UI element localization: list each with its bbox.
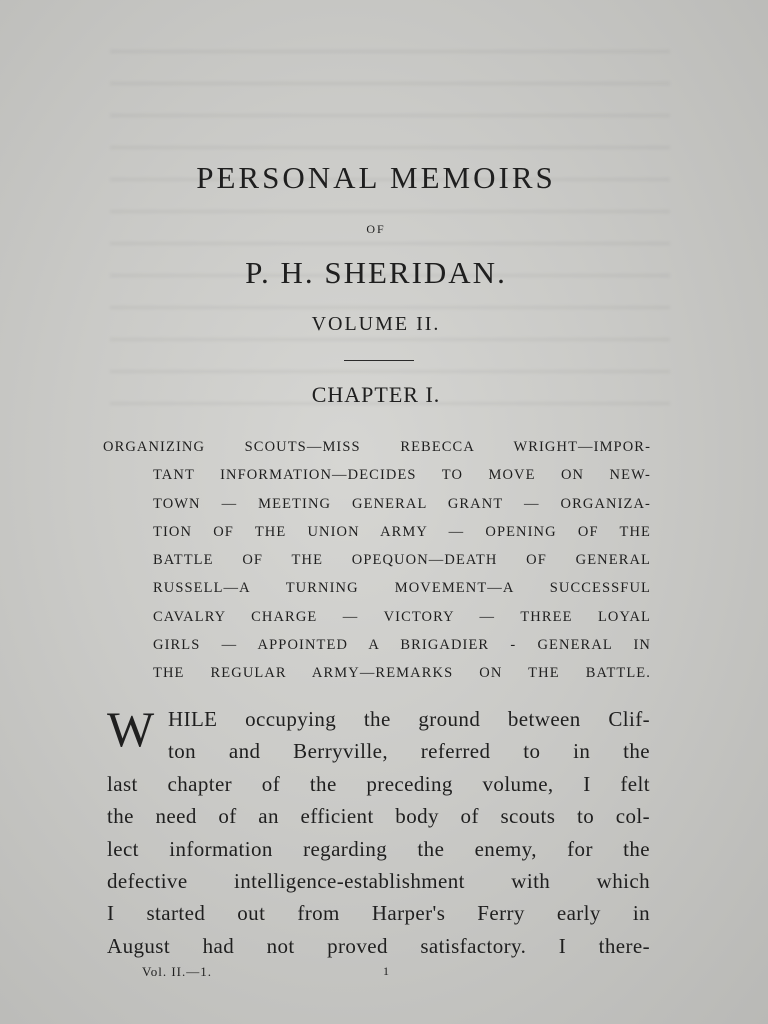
title-connector: OF: [366, 222, 386, 236]
synopsis-line: TANT INFORMATION—DECIDES TO MOVE ON NEW-: [153, 467, 651, 484]
synopsis-line: TION OF THE UNION ARMY — OPENING OF THE: [153, 523, 651, 540]
synopsis-line: RUSSELL—A TURNING MOVEMENT—A SUCCESSFUL: [153, 580, 651, 597]
synopsis-line: TOWN — MEETING GENERAL GRANT — ORGANIZA-: [153, 495, 651, 512]
synopsis-line: GIRLS — APPOINTED A BRIGADIER - GENERAL IN: [153, 637, 651, 654]
chapter-heading: CHAPTER I.: [311, 382, 441, 407]
volume-heading: VOLUME II.: [311, 313, 441, 335]
drop-cap: W: [107, 701, 155, 757]
synopsis-line: BATTLE OF THE OPEQUON—DEATH OF GENERAL: [153, 552, 651, 569]
body-paragraph: [107, 701, 650, 964]
body-line: August had not proved satisfactory. I there-: [107, 933, 650, 958]
book-title: PERSONAL MEMOIRS: [196, 160, 556, 195]
body-line: ton and Berryville, referred to in the: [168, 739, 650, 764]
chapter-synopsis: [103, 436, 651, 691]
synopsis-line: CAVALRY CHARGE — VICTORY — THREE LOYAL: [153, 608, 651, 625]
body-line: last chapter of the preceding volume, I felt: [107, 771, 650, 796]
body-line: defective intelligence-establishment with which: [107, 868, 650, 893]
body-line: HILE occupying the ground between Clif-: [168, 707, 650, 731]
title-rule: [344, 360, 414, 361]
body-line: the need of an efficient body of scouts to col-: [107, 804, 650, 829]
body-line: I started out from Harper's Ferry early in: [107, 901, 650, 926]
synopsis-line: ORGANIZING SCOUTS—MISS REBECCA WRIGHT—IMPOR-: [103, 439, 651, 455]
body-line: lect information regarding the enemy, for the: [107, 836, 650, 861]
synopsis-line: THE REGULAR ARMY—REMARKS ON THE BATTLE.: [153, 665, 651, 682]
show-through-text: [110, 30, 670, 410]
volume-signature: Vol. II.—1.: [142, 964, 212, 979]
page-number: 1: [383, 964, 389, 978]
author-name: P. H. SHERIDAN.: [245, 255, 507, 290]
